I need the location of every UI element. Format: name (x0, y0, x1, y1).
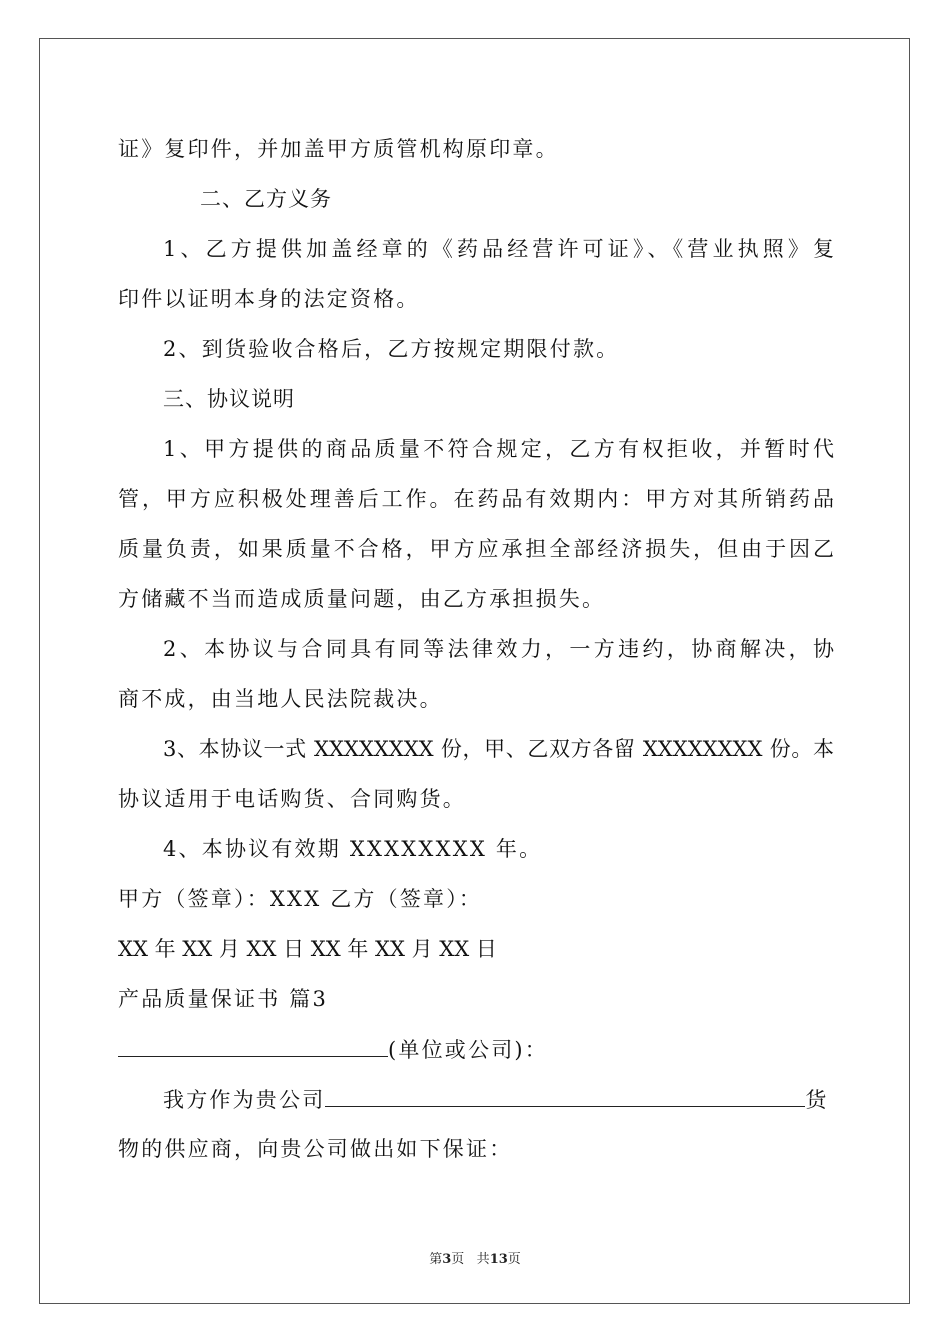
text-line-3: 1、乙方提供加盖经章的《药品经营许可证》、《营业执照》复 (163, 237, 834, 261)
text-line-7: 1、甲方提供的商品质量不符合规定，乙方有权拒收，并暂时代 (163, 437, 834, 461)
statement-suffix: 货 (805, 1088, 829, 1112)
signature-line: 甲方（签章）：XXX 乙方（签章）： (118, 887, 483, 911)
text-line-13: 3、本协议一式 XXXXXXXX 份，甲、乙双方各留 XXXXXXXX 份。本 (163, 737, 834, 761)
section-heading-notes: 三、协议说明 (163, 387, 295, 411)
statement-line (163, 1084, 829, 1115)
addressee-label: (单位或公司)： (388, 1038, 548, 1062)
section-heading-party-b: 二、乙方义务 (200, 187, 332, 211)
footer-total-prefix: 共 (476, 1252, 490, 1267)
text-line-9: 质量负责，如果质量不合格，甲方应承担全部经济损失，但由于因乙 (118, 537, 834, 561)
text-line-12: 商不成，由当地人民法院裁决。 (118, 687, 443, 711)
addressee-blank (118, 1034, 388, 1057)
statement-prefix: 我方作为贵公司 (163, 1088, 326, 1112)
text-line-8: 管，甲方应积极处理善后工作。在药品有效期内：甲方对其所销药品 (118, 487, 834, 511)
text-line-11: 2、本协议与合同具有同等法律效力，一方违约，协商解决，协 (163, 637, 834, 661)
text-line-21: 物的供应商，向贵公司做出如下保证： (118, 1137, 513, 1161)
text-line-5: 2、到货验收合格后，乙方按规定期限付款。 (163, 337, 620, 361)
goods-blank (325, 1084, 805, 1107)
text-line-4: 印件以证明本身的法定资格。 (118, 287, 420, 311)
footer-page-unit: 页 (451, 1252, 465, 1267)
page-footer (0, 1248, 950, 1267)
text-line-14: 协议适用于电话购货、合同购货。 (118, 787, 466, 811)
text-line-1: 证》复印件，并加盖甲方质管机构原印章。 (118, 137, 559, 161)
date-line: XX 年 XX 月 XX 日 XX 年 XX 月 XX 日 (118, 937, 497, 961)
section-title-guarantee: 产品质量保证书 篇3 (118, 987, 329, 1011)
footer-prefix: 第 (429, 1252, 443, 1267)
text-line-10: 方储藏不当而造成质量问题，由乙方承担损失。 (118, 587, 606, 611)
text-line-15: 4、本协议有效期 XXXXXXXX 年。 (163, 837, 543, 861)
footer-page-number: 3 (442, 1252, 452, 1267)
footer-total-pages: 13 (489, 1252, 508, 1267)
footer-total-unit: 页 (507, 1252, 521, 1267)
addressee-line (118, 1034, 548, 1065)
